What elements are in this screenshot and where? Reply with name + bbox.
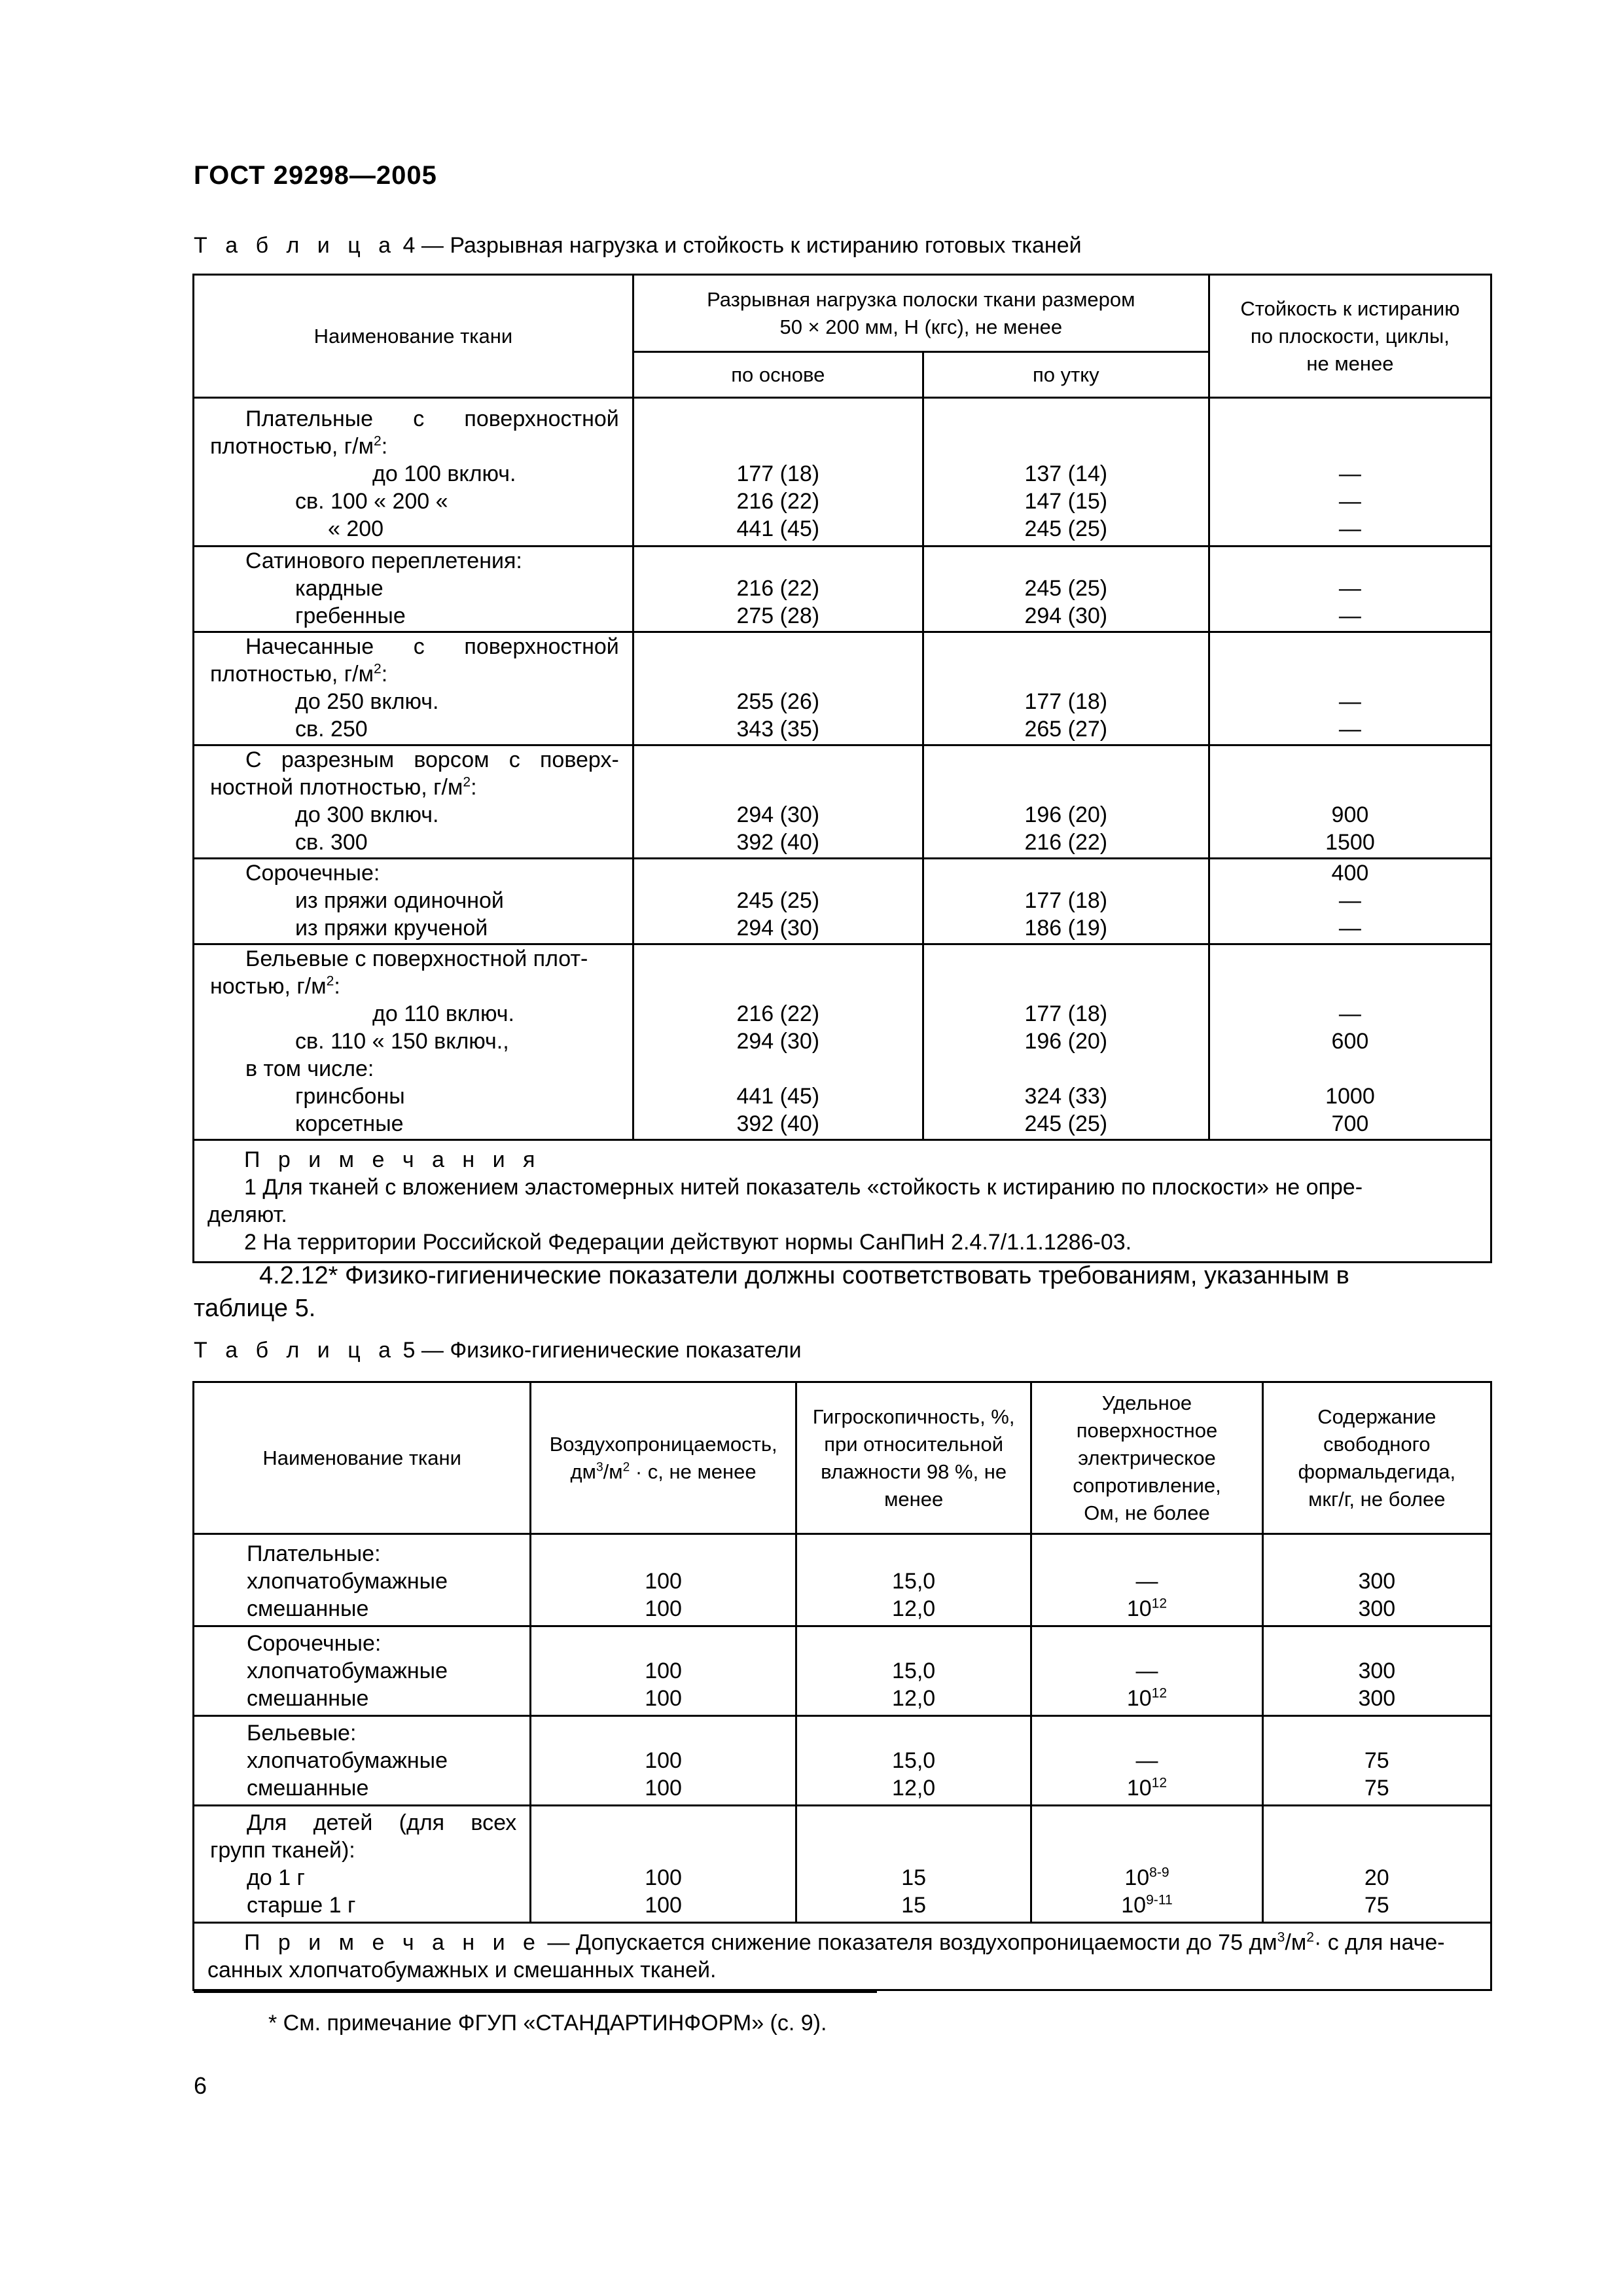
g3-warp-1: 255 (26): [736, 689, 820, 714]
table5-head-resistance: Удельное поверхностное электрическое сопротивление, Ом, не более: [1031, 1382, 1262, 1534]
g5-title: Сорочечные:: [245, 861, 380, 886]
clause-line1: 4.2.12* Физико-гигиенические показатели должны соответствовать требованиям, указанным в: [259, 1262, 1349, 1289]
t5-kids-form-1: 20: [1364, 1865, 1389, 1890]
t5-g2-res-2: $10^{12}$: [1126, 1775, 1168, 1801]
table-row: [194, 1626, 1491, 1716]
table4-notes-title: П р и м е ч а н и я: [244, 1147, 541, 1172]
g3-weft-1: 177 (18): [1024, 689, 1108, 714]
g5-row1-label: из пряжи одиночной: [295, 888, 504, 913]
g6-warp-5: 392 (40): [736, 1111, 820, 1136]
g4-row2-label: св. 300: [295, 830, 368, 855]
table4-notes-row: [194, 1140, 1491, 1263]
g6-title-line2: ностью, $г/м^2$:: [210, 973, 340, 999]
g3-title-line1: Начесанные с поверхностной: [245, 634, 619, 659]
t5-g0-title: Плательные:: [247, 1541, 381, 1566]
t5-g0-air-1: 100: [645, 1569, 682, 1594]
g1-abr-1: —: [1338, 461, 1361, 486]
g6-weft-1: 177 (18): [1024, 1001, 1108, 1026]
footnote-separator: [194, 1991, 877, 1993]
table4-head-abrasion: [1209, 275, 1491, 398]
g6-abr-2: 600: [1331, 1029, 1369, 1054]
g4-weft-1: 196 (20): [1024, 802, 1108, 827]
table4-caption-number: 4: [402, 233, 416, 258]
g1-abr-2: —: [1338, 489, 1361, 514]
g4-weft-2: 216 (22): [1024, 830, 1108, 855]
table5: [192, 1381, 1492, 1991]
g6-row3-label: в том числе:: [245, 1056, 374, 1081]
g4-title-line1: С разрезным ворсом с поверх-: [245, 747, 619, 772]
g2-weft-2: 294 (30): [1024, 603, 1108, 628]
t5-g1-row1-label: хлопчатобумажные: [247, 1659, 448, 1683]
table-row: [194, 632, 1491, 745]
g1-weft-2: 147 (15): [1024, 489, 1108, 514]
t5-kids-title-line1: Для детей (для всех: [247, 1810, 517, 1835]
table4-caption-prefix: Т а б л и ц а: [194, 233, 397, 258]
g5-weft-2: 186 (19): [1024, 916, 1108, 941]
table5-caption-prefix: Т а б л и ц а: [194, 1338, 397, 1363]
g2-weft-1: 245 (25): [1024, 576, 1108, 601]
t5-kids-row2-label: старше 1 г: [247, 1893, 356, 1918]
g1-row1-label: до 100 включ.: [372, 461, 516, 486]
t5-g0-row1-label: хлопчатобумажные: [247, 1569, 448, 1594]
t5-g1-form-1: 300: [1358, 1659, 1396, 1683]
table4-head-load-line1: Разрывная нагрузка полоски ткани размером: [707, 287, 1135, 311]
table4-head-abr-line2: по плоскости, циклы,: [1250, 324, 1450, 348]
t5-g1-air-2: 100: [645, 1686, 682, 1711]
g5-abr-0: 400: [1331, 861, 1369, 886]
g4-abr-1: 900: [1331, 802, 1369, 827]
table-row: [194, 859, 1491, 944]
table5-caption-text: — Физико-гигиенические показатели: [415, 1338, 802, 1363]
table4: [192, 274, 1492, 1263]
t5-g2-form-2: 75: [1364, 1776, 1389, 1801]
g5-warp-1: 245 (25): [736, 888, 820, 913]
g6-abr-4: 1000: [1325, 1084, 1375, 1109]
g1-warp-1: 177 (18): [736, 461, 820, 486]
g6-weft-2: 196 (20): [1024, 1029, 1108, 1054]
table5-head-name: Наименование ткани: [194, 1382, 531, 1534]
g6-weft-4: 324 (33): [1024, 1084, 1108, 1109]
g3-title-line2: плотностью, $г/м^2$:: [210, 661, 388, 687]
t5-g0-res-2: $10^{12}$: [1126, 1596, 1168, 1621]
g3-warp-2: 343 (35): [736, 717, 820, 742]
t5-kids-form-2: 75: [1364, 1893, 1389, 1918]
t5-g2-row2-label: смешанные: [247, 1776, 369, 1801]
table-row: [194, 1534, 1491, 1626]
t5-g1-row2-label: смешанные: [247, 1686, 369, 1711]
table-row: [194, 944, 1491, 1140]
t5-g2-res-1: —: [1135, 1748, 1158, 1773]
t5-g1-hygro-2: 12,0: [892, 1686, 936, 1711]
table5-head-air: Воздухопроницаемость, $дм^3/м^2 \cdot с$, не менее: [531, 1382, 796, 1534]
clause-line2: таблице 5.: [194, 1295, 316, 1322]
table4-head-abr-line1: Стойкость к истиранию: [1240, 296, 1460, 320]
g6-warp-4: 441 (45): [736, 1084, 820, 1109]
g4-title-line2: ностной плотностью, $г/м^2$:: [210, 774, 477, 800]
t5-g1-res-2: $10^{12}$: [1126, 1685, 1168, 1711]
t5-kids-hygro-2: 15: [901, 1893, 927, 1918]
g5-row2-label: из пряжи крученой: [295, 916, 488, 941]
table5-head-formaldehyde: Содержание свободного формальдегида, мкг/г, не более: [1262, 1382, 1491, 1534]
g2-abr-1: —: [1338, 576, 1361, 601]
table-row: [194, 745, 1491, 859]
g6-warp-1: 216 (22): [736, 1001, 820, 1026]
t5-kids-air-1: 100: [645, 1865, 682, 1890]
g6-abr-5: 700: [1331, 1111, 1369, 1136]
t5-g2-air-1: 100: [645, 1748, 682, 1773]
page-number: 6: [194, 2072, 207, 2099]
t5-kids-row1-label: до 1 г: [247, 1865, 305, 1890]
t5-g2-title: Бельевые:: [247, 1721, 357, 1746]
g6-weft-5: 245 (25): [1024, 1111, 1108, 1136]
g2-warp-2: 275 (28): [736, 603, 820, 628]
t5-g0-form-2: 300: [1358, 1596, 1396, 1621]
g6-row5-label: корсетные: [295, 1111, 404, 1136]
table5-caption-number: 5: [402, 1338, 416, 1363]
t5-g2-row1-label: хлопчатобумажные: [247, 1748, 448, 1773]
t5-kids-hygro-1: 15: [901, 1865, 927, 1890]
t5-g0-air-2: 100: [645, 1596, 682, 1621]
t5-g0-hygro-1: 15,0: [892, 1569, 936, 1594]
t5-kids-res-2: 10$^{9-11}$: [1121, 1892, 1173, 1918]
t5-g0-row2-label: смешанные: [247, 1596, 369, 1621]
g4-warp-2: 392 (40): [736, 830, 820, 855]
t5-kids-res-1: 10$^{8-9}$: [1124, 1865, 1169, 1890]
g1-warp-3: 441 (45): [736, 516, 820, 541]
table-row: [194, 1716, 1491, 1806]
table4-note2: 2 На территории Российской Федерации действуют нормы СанПиН 2.4.7/1.1.1286-03.: [244, 1230, 1132, 1255]
g5-weft-1: 177 (18): [1024, 888, 1108, 913]
g6-title-line1: Бельевые с поверхностной плот-: [245, 946, 588, 971]
g5-warp-2: 294 (30): [736, 916, 820, 941]
table-row: [194, 1806, 1491, 1923]
table4-note1: 1 Для тканей с вложением эластомерных нитей показатель «стойкость к истиранию по плоскости» не опре-: [244, 1175, 1363, 1200]
g6-warp-2: 294 (30): [736, 1029, 820, 1054]
g1-row2-label: св. 100 « 200 «: [295, 489, 448, 514]
g1-weft-1: 137 (14): [1024, 461, 1108, 486]
t5-g1-hygro-1: 15,0: [892, 1659, 936, 1683]
table4-head-load: [633, 275, 1209, 352]
g2-title: Сатинового переплетения:: [245, 548, 522, 573]
g4-warp-1: 294 (30): [736, 802, 820, 827]
table5-head-hygro: Гигроскопичность, %, при относительной влажности 98 %, не менее: [796, 1382, 1031, 1534]
footnote: * См. примечание ФГУП «СТАНДАРТИНФОРМ» (с. 9).: [268, 2011, 827, 2036]
g6-abr-1: —: [1338, 1001, 1361, 1026]
g1-warp-2: 216 (22): [736, 489, 820, 514]
t5-kids-air-2: 100: [645, 1893, 682, 1918]
t5-g2-air-2: 100: [645, 1776, 682, 1801]
g1-row3-label: « 200: [328, 516, 384, 541]
t5-g2-hygro-1: 15,0: [892, 1748, 936, 1773]
g3-row1-label: до 250 включ.: [295, 689, 439, 714]
g6-row2-label: св. 110 « 150 включ.,: [295, 1029, 509, 1054]
t5-g0-form-1: 300: [1358, 1569, 1396, 1594]
g6-row4-label: гринсбоны: [295, 1084, 405, 1109]
t5-g2-hygro-2: 12,0: [892, 1776, 936, 1801]
table-row: [194, 547, 1491, 632]
table5-caption: [194, 1338, 802, 1363]
table4-head-load-line2: 50 × 200 мм, Н (кгс), не менее: [779, 315, 1063, 338]
t5-g1-form-2: 300: [1358, 1686, 1396, 1711]
table4-head-warp: по основе: [633, 352, 923, 398]
table5-note-line2: санных хлопчатобумажных и смешанных тканей.: [207, 1958, 717, 1982]
g1-title-line2: плотностью, $г/м^2$:: [210, 433, 388, 459]
table5-note-row: [194, 1923, 1491, 1990]
t5-g1-title: Сорочечные:: [247, 1631, 382, 1656]
table4-note1-cont: деляют.: [207, 1202, 287, 1227]
table4-caption: [194, 233, 1082, 259]
g4-abr-2: 1500: [1325, 830, 1375, 855]
table-row: [194, 398, 1491, 547]
clause-4-2-12: [194, 1259, 1491, 1325]
table4-head-name: Наименование ткани: [194, 275, 633, 398]
t5-g0-hygro-2: 12,0: [892, 1596, 936, 1621]
t5-g1-res-1: —: [1135, 1659, 1158, 1683]
g2-row1-label: кардные: [295, 576, 383, 601]
t5-g0-res-1: —: [1135, 1569, 1158, 1594]
t5-g2-form-1: 75: [1364, 1748, 1389, 1773]
g3-abr-1: —: [1338, 689, 1361, 714]
table5-note-line1: П р и м е ч а н и е — Допускается снижение показателя воздухопроницаемости до 75 $дм^3/м^2\cdot с$ для наче-: [244, 1929, 1445, 1955]
document-code: ГОСТ 29298—2005: [194, 161, 437, 190]
g1-abr-3: —: [1338, 516, 1361, 541]
g2-row2-label: гребенные: [295, 603, 406, 628]
g5-abr-1: —: [1338, 888, 1361, 913]
g6-row1-label: до 110 включ.: [372, 1001, 514, 1026]
g5-abr-2: —: [1338, 916, 1361, 941]
t5-g1-air-1: 100: [645, 1659, 682, 1683]
g2-abr-2: —: [1338, 603, 1361, 628]
table4-head-abr-line3: не менее: [1306, 351, 1394, 375]
g4-row1-label: до 300 включ.: [295, 802, 439, 827]
g1-weft-3: 245 (25): [1024, 516, 1108, 541]
g3-row2-label: св. 250: [295, 717, 368, 742]
t5-kids-title-line2: групп тканей):: [210, 1838, 355, 1863]
table4-caption-text: — Разрывная нагрузка и стойкость к истиранию готовых тканей: [415, 233, 1082, 258]
g3-abr-2: —: [1338, 717, 1361, 742]
table4-head-weft: по утку: [923, 352, 1209, 398]
g3-weft-2: 265 (27): [1024, 717, 1108, 742]
g1-title-line1: Плательные с поверхностной: [245, 406, 619, 431]
g2-warp-1: 216 (22): [736, 576, 820, 601]
